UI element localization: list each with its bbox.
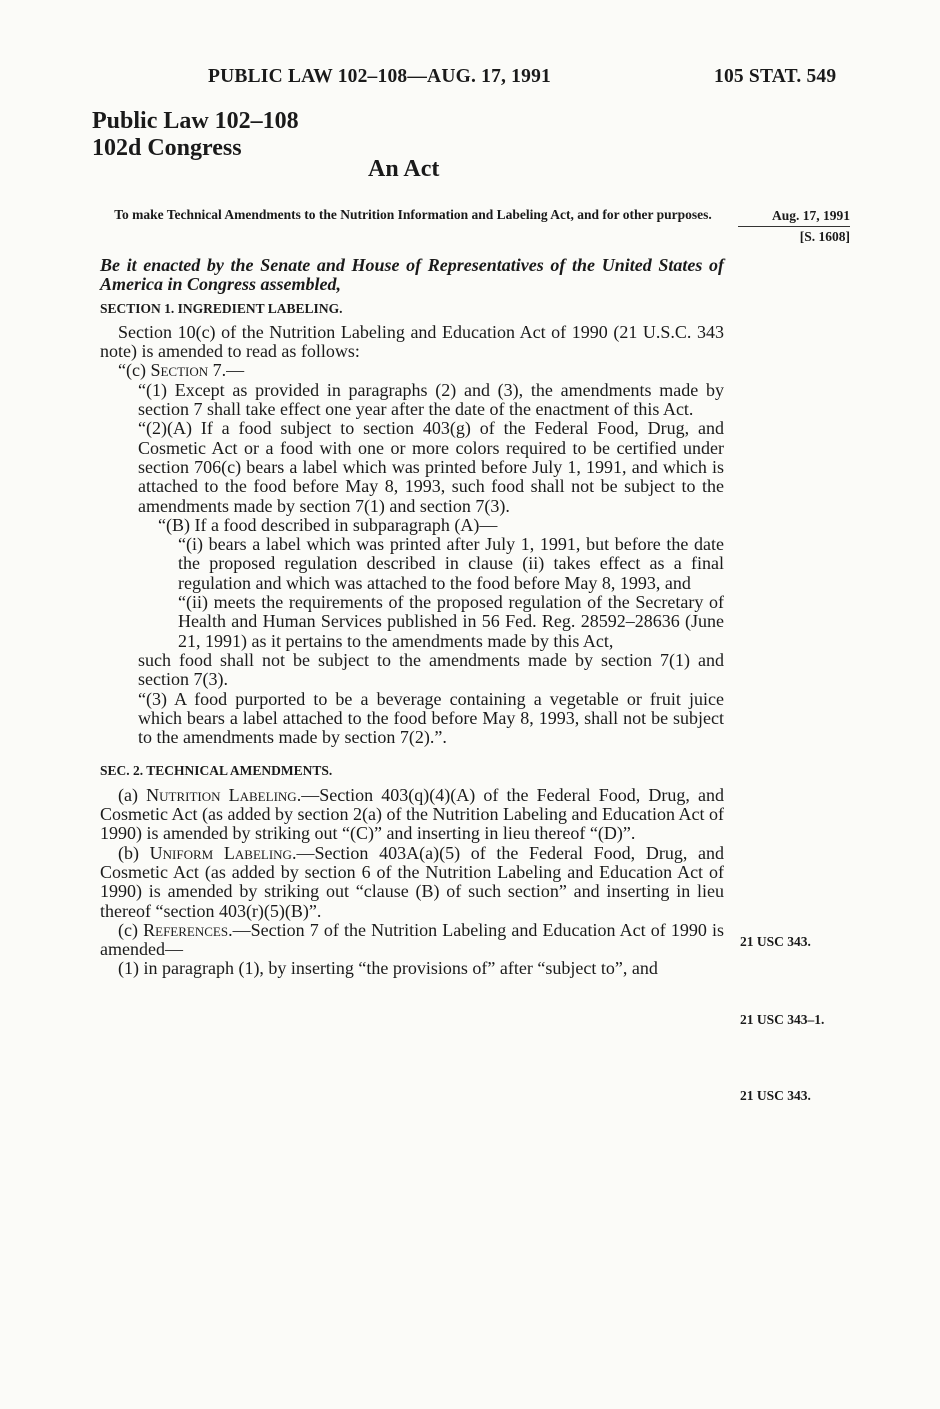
enacting-clause: Be it enacted by the Senate and House of Representatives of the United States of America in Congress assembled, [100, 255, 724, 295]
margin-note-2: 21 USC 343–1. [740, 1012, 825, 1027]
subsection-b-label: Uniform Labeling [149, 842, 292, 863]
paragraph-2b-tail: such food shall not be subject to the amendments made by section 7(1) and section 7(3). [138, 649, 724, 690]
subsection-c2: (c) References.—Section 7 of the Nutrition Labeling and Education Act of 1990 is amended— [100, 919, 724, 960]
public-law-number: Public Law 102–108 [92, 108, 299, 134]
law-heading [92, 108, 299, 162]
paragraph-2b: “(B) If a food described in subparagraph (A)— [158, 514, 498, 535]
margin-note-3: 21 USC 343. [740, 1088, 811, 1103]
subsection-a-label: Nutrition Labeling [146, 784, 297, 805]
subsection-c2-paragraph-1: (1) in paragraph (1), by inserting “the provisions of” after “subject to”, and [118, 958, 658, 979]
subsection-c2-label: References [143, 919, 229, 940]
section-2-heading: SEC. 2. TECHNICAL AMENDMENTS. [100, 763, 333, 779]
subsection-c-open: “(c) [118, 360, 151, 381]
subsection-c-label: Section [150, 360, 209, 381]
side-date: Aug. 17, 1991 [738, 206, 850, 227]
running-title: PUBLIC LAW 102–108—AUG. 17, 1991 [208, 66, 551, 87]
clause-ii: “(ii) meets the requirements of the proposed regulation of the Secretary of Health and Human Services published in 56 Fed. Reg. 28592–28636 (June 21, 1991) as it pertains to the amendments made by this Act, [178, 592, 724, 651]
subsection-b: (b) Uniform Labeling.—Section 403A(a)(5) of the Federal Food, Drug, and Cosmetic Act (as added by section 6 of the Nutrition Labeling and Education Act of 1990) is amended by striking out “clause (B) of such section” and inserting in lieu thereof “section 403(r)(5)(B)”. [100, 842, 724, 921]
margin-note-1: 21 USC 343. [740, 934, 811, 949]
subsection-a: (a) Nutrition Labeling.—Section 403(q)(4)(A) of the Federal Food, Drug, and Cosmetic Act (as added by section 2(a) of the Nutrition Labeling and Education Act of 1990) is amended by striking out “(C)” and inserting in lieu thereof “(D)”. [100, 784, 725, 844]
congress-number: 102d Congress [92, 135, 242, 161]
clause-i: “(i) bears a label which was printed after July 1, 1991, but before the date the proposed regulation described in clause (ii) takes effect as a final regulation and which was attached to the food before May 8, 1993, and [178, 534, 724, 593]
subsection-c-rest: 7.— [208, 360, 245, 381]
paragraph-1: “(1) Except as provided in paragraphs (2) and (3), the amendments made by section 7 shall take effect one year after the date of the enactment of this Act. [138, 379, 724, 420]
stat-page-number: 105 STAT. 549 [714, 66, 837, 87]
paragraph-3: “(3) A food purported to be a beverage containing a vegetable or fruit juice which bears a label attached to the food before May 8, 1993, shall not be subject to the amendments made by section 7(2).”. [138, 688, 724, 748]
subsection-c-heading [100, 361, 724, 380]
act-purpose: To make Technical Amendments to the Nutrition Information and Labeling Act, and for other purposes. [114, 207, 712, 222]
side-bill-number: [S. 1608] [799, 229, 850, 244]
section-1-intro: Section 10(c) of the Nutrition Labeling and Education Act of 1990 (21 U.S.C. 343 note) is amended to read as follows: [100, 321, 724, 362]
side-note-date [738, 206, 850, 247]
section-1-heading: SECTION 1. INGREDIENT LABELING. [100, 300, 343, 316]
act-title: An Act [368, 156, 440, 182]
paragraph-2a: “(2)(A) If a food subject to section 403(g) of the Federal Food, Drug, and Cosmetic Act or a food with one or more colors required to be certified under section 706(c) bears a label which was printed before July 1, 1991, and which is attached to the food before May 8, 1993, such food shall not be subject to the amendments made by section 7(1) and section 7(3). [138, 418, 724, 516]
law-body [100, 256, 724, 979]
